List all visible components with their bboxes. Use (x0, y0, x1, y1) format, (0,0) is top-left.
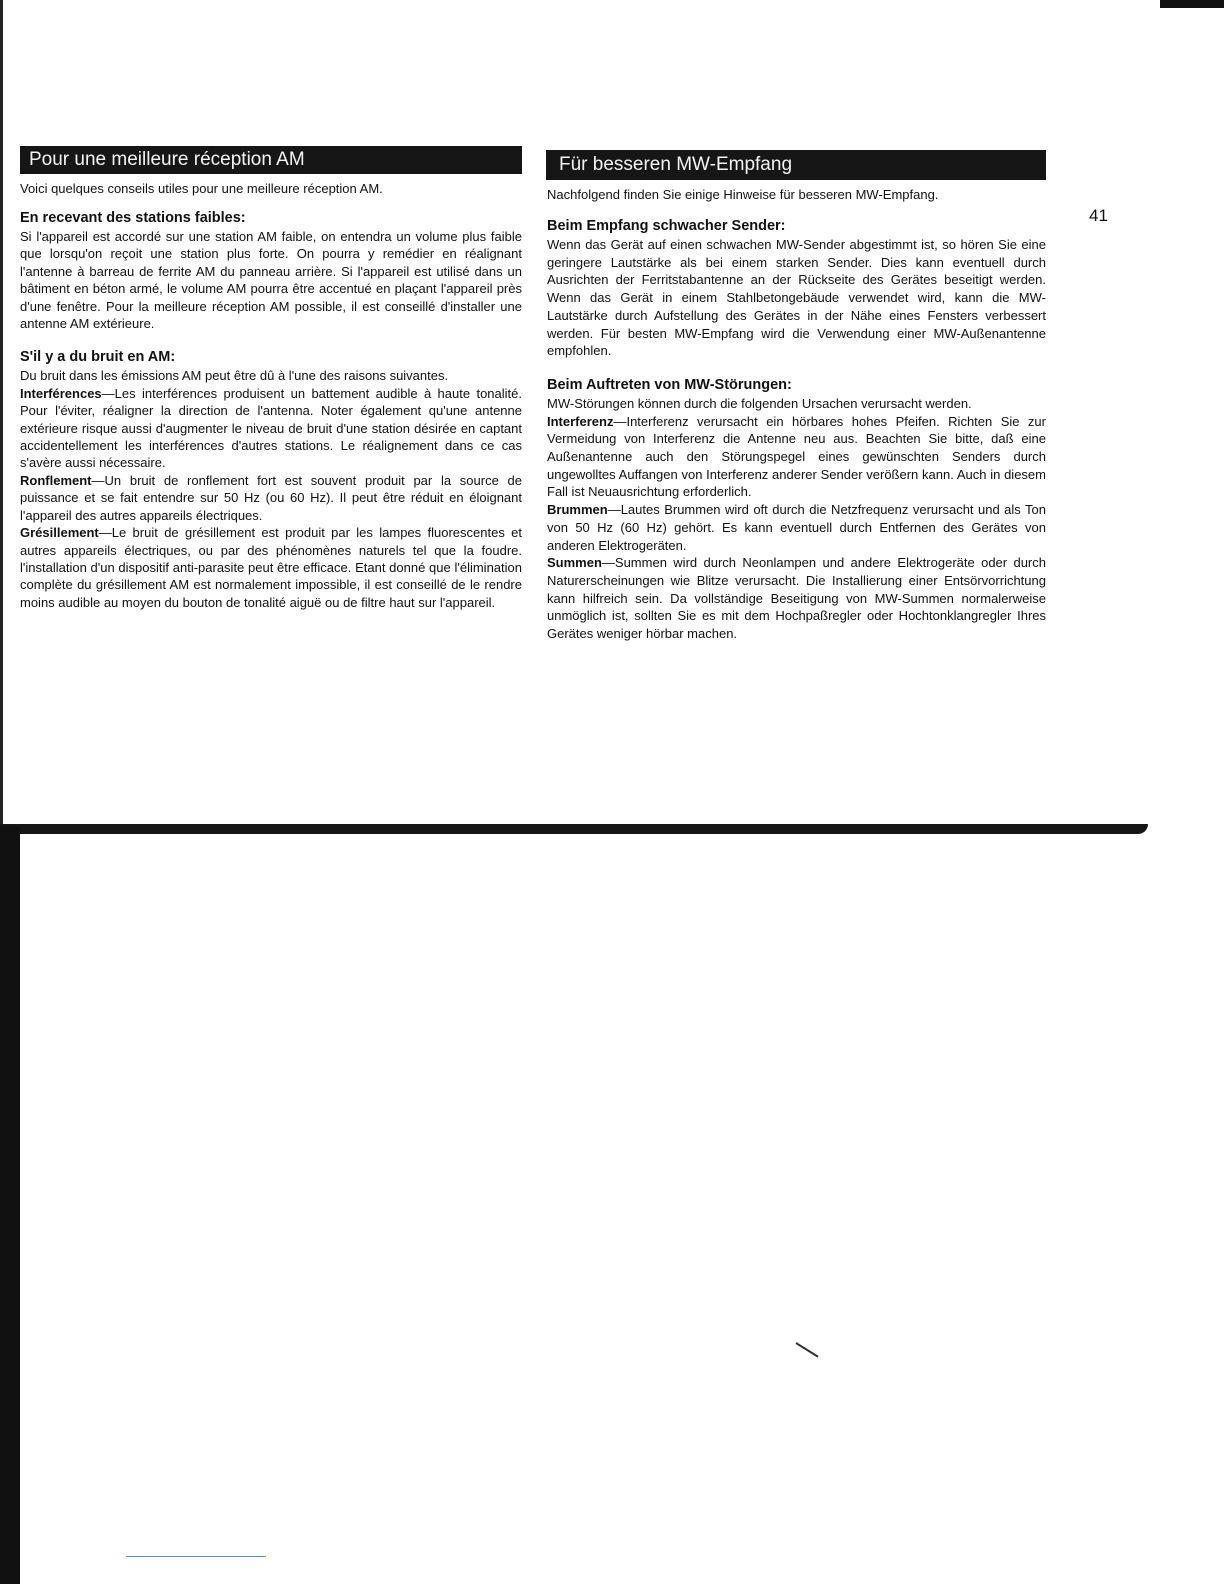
stray-mark (795, 1342, 818, 1357)
french-column (20, 146, 522, 611)
french-item-ronflement: Ronflement—Un bruit de ronflement fort est souvent produit par la source de puissance et se fait entendre sur 50 Hz (ou 60 Hz). Il peut être réduit en éloignant l'appareil des autres appareils électriques. (20, 472, 522, 523)
german-item-brummen: Brummen—Lautes Brummen wird oft durch die Netzfrequenz verursacht und als Ton von 50 Hz (60 Hz) gehört. Es kann eventuell durch Entfernen des Gerätes von anderen Elektrogeräten. (547, 502, 1046, 553)
french-item-gresillement: Grésillement—Le bruit de grésillement est produit par les lampes fluorescentes et autres appareils électriques, ou par des phénomènes naturels tel que la foudre. l'installation d'un dispositif anti-parasite peut être efficace. Etant donné que l'élimination complète du grésillement AM est normalement impossible, il est conseillé de le rendre moins audible au moyen du bouton de tonalité aiguë ou de filtre haut sur l'appareil. (20, 525, 522, 610)
german-intro: Nachfolgend finden Sie einige Hinweise für besseren MW-Empfang. (547, 187, 939, 202)
french-term-interferences: Interférences (20, 385, 102, 401)
german-item-interferenz: Interferenz—Interferenz verursacht ein hörbares hohes Pfeifen. Richten Sie zur Vermeidung von Interferenz die Antenne neu aus. Beachten Sie bitte, daß eine Außenantenne auch den Störungspegel eines gewünschten Senders durch ungewolltes Auffangen von Interferenz anderer Sender verößern kann. Auch in diesem Fall ist Neuausrichtung erforderlich. (547, 413, 1046, 500)
bottom-line (126, 1556, 266, 1557)
page-left-edge (0, 0, 3, 826)
german-term-summen: Summen (547, 555, 602, 571)
german-section2-text: MW-Störungen können durch die folgenden Ursachen verursacht werden. (547, 395, 972, 411)
french-item-interferences: Interférences—Les interférences produisent un battement audible à haute tonalité. Pour l'éviter, réaligner la direction de l'antenna. Noter également qu'une antenne extérieure risque aussi d'augmenter le niveau de bruit d'une station désirée en captant accidentellement les interférences d'autres stations. Le réalignement dans ce cas s'avère aussi nécessaire. (20, 385, 522, 471)
french-section1-heading: En recevant des stations faibles: (20, 210, 246, 226)
french-term-ronflement: Ronflement (20, 472, 92, 488)
german-section2-heading: Beim Auftreten von MW-Störungen: (547, 376, 792, 393)
french-title: Pour une meilleure réception AM (20, 146, 522, 174)
lower-left-edge (0, 826, 20, 1584)
german-item-summen: Summen—Summen wird durch Neonlampen und andere Elektrogeräte oder durch Naturerscheinungen wie Blitze verursacht. Die Installierung einer Entsörvorrichtung kann hilfreich sein. Da vollständige Beseitigung von MW-Summen normalerweise unmöglich ist, sollten Sie es mit dem Hochpaßregler oder Hochtonklangregler Ihres Gerätes weniger hörbar machen. (547, 555, 1046, 642)
french-section2-heading: S'il y a du bruit en AM: (20, 349, 176, 366)
german-term-brummen: Brummen (547, 502, 608, 518)
page-bottom-rule (0, 824, 1148, 834)
french-term-gresillement: Grésillement (20, 525, 99, 541)
french-section2-text: Du bruit dans les émissions AM peut être dû à l'une des raisons suivantes. (20, 368, 449, 384)
german-title: Für besseren MW-Empfang (546, 150, 1046, 180)
french-section1-text: Si l'appareil est accordé sur une station AM faible, on entendra un volume plus faible que lorsqu'on reçoit une station plus forte. On pourra y remédier en réalignant l'antenne à barreau de ferrite AM du panneau arrière. Si l'appareil est utilisé dans un bâtiment en béton armé, le volume AM pourra être accentué en plaçant l'appareil près d'une fenêtre. Pour la meilleure réception AM possible, il est conseillé d'installer une antenne AM extérieure. (20, 229, 522, 332)
german-term-interferenz: Interferenz (547, 413, 614, 429)
page-number: 41 (1089, 206, 1108, 225)
corner-mark (1160, 0, 1224, 8)
french-intro: Voici quelques conseils utiles pour une meilleure réception AM. (20, 181, 383, 196)
german-section1-text: Wenn das Gerät auf einen schwachen MW-Sender abgestimmt ist, so hören Sie eine geringere Lautstärke als bei einem starken Sender. Dies kann eventuell durch Ausrichten der Ferritstabantenne an der Rückseite des Gerätes beseitigt werden. Wenn das Gerät in einem Stahlbetongebäude verwendet wird, kann die MW-Lautstärke durch Aufstellung des Gerätes in der Nähe eines Fensters verbessert werden. Für besten MW-Empfang wird die Verwendung einer MW-Außenantenne empfohlen. (547, 237, 1046, 359)
german-column (546, 146, 1046, 643)
german-section1-heading: Beim Empfang schwacher Sender: (547, 218, 786, 234)
